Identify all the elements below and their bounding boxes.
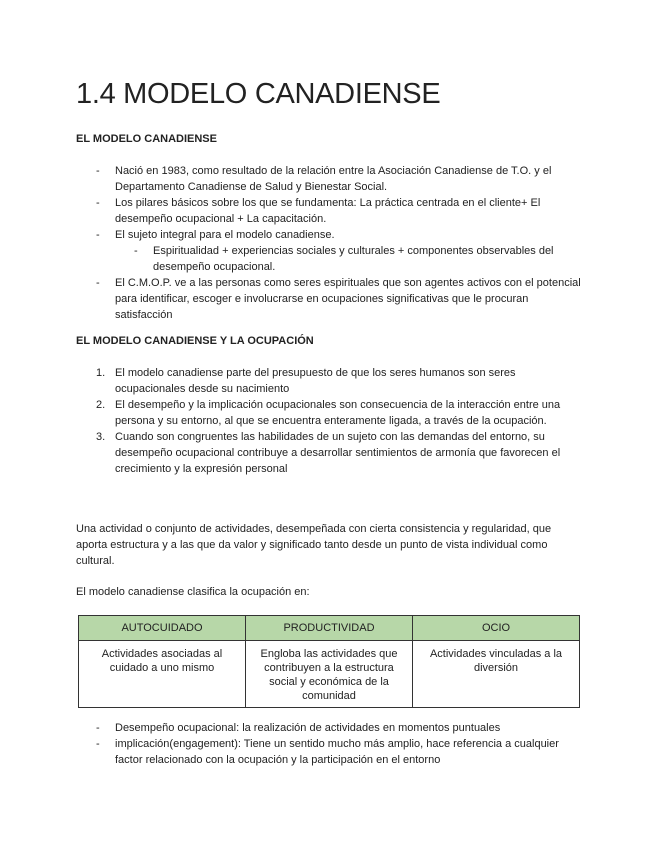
list-item: - Los pilares básicos sobre los que se fundamenta: La práctica centrada en el cliente+ El desempeño ocupacional + La capacitación.	[96, 195, 582, 227]
table-header-row	[79, 616, 580, 641]
section2-list	[96, 365, 582, 477]
cell-autocuidado: Actividades asociadas al cuidado a uno mismo	[79, 641, 246, 708]
list-item: - implicación(engagement): Tiene un sentido mucho más amplio, hace referencia a cualquier factor relacionado con la ocupación y la participación en el entorno	[96, 736, 582, 768]
item-number: 2.	[96, 399, 106, 411]
sub-list-item: - Espiritualidad + experiencias sociales y culturales + componentes observables del desempeño ocupacional.	[134, 243, 582, 275]
page-title: 1.4 MODELO CANADIENSE	[76, 78, 441, 110]
occupation-table	[78, 615, 580, 708]
section1-list	[96, 163, 582, 323]
section-heading-ocupacion: EL MODELO CANADIENSE Y LA OCUPACIÓN	[76, 335, 314, 347]
header-ocio: OCIO	[413, 616, 580, 641]
header-productividad: PRODUCTIVIDAD	[246, 616, 413, 641]
table-row	[79, 641, 580, 708]
classification-intro: El modelo canadiense clasifica la ocupación en:	[76, 586, 310, 598]
sub-list	[134, 243, 582, 275]
item-number: 1.	[96, 367, 106, 379]
list-item: - Desempeño ocupacional: la realización de actividades en momentos puntuales	[96, 720, 582, 736]
list-item: - Nació en 1983, como resultado de la relación entre la Asociación Canadiense de T.O. y el Departamento Canadiense de Salud y Bienestar Social.	[96, 163, 582, 195]
list-item	[96, 227, 582, 275]
numbered-item	[96, 365, 582, 397]
definition-paragraph: Una actividad o conjunto de actividades, desempeñada con cierta consistencia y regularidad, que aporta estructura y a las que da valor y significado tanto desde un punto de vista individual como cultural.	[76, 523, 552, 567]
numbered-item	[96, 429, 582, 477]
item-text: El modelo canadiense parte del presupuesto de que los seres humanos son seres ocupacionales desde su nacimiento	[115, 367, 516, 395]
cell-productividad: Engloba las actividades que contribuyen a la estructura social y económica de la comunidad	[246, 641, 413, 708]
cell-ocio: Actividades vinculadas a la diversión	[413, 641, 580, 708]
section-heading-modelo: EL MODELO CANADIENSE	[76, 133, 217, 145]
list-item-text: El sujeto integral para el modelo canadiense.	[115, 229, 335, 241]
header-autocuidado: AUTOCUIDADO	[79, 616, 246, 641]
footer-list	[96, 720, 582, 768]
numbered-item	[96, 397, 582, 429]
item-number: 3.	[96, 431, 106, 443]
item-text: El desempeño y la implicación ocupacionales son consecuencia de la interacción entre una persona y su entorno, al que se encuentra enteramente ligada, a través de la ocupación.	[115, 399, 561, 427]
list-item: - El C.M.O.P. ve a las personas como seres espirituales que son agentes activos con el potencial para identificar, escoger e involucrarse en ocupaciones significativas que le procuran satisfacción	[96, 275, 582, 323]
item-text: Cuando son congruentes las habilidades de un sujeto con las demandas del entorno, su desempeño ocupacional contribuye a desarrollar sentimientos de armonía que favorecen el crecimiento y la expresión personal	[115, 431, 561, 475]
